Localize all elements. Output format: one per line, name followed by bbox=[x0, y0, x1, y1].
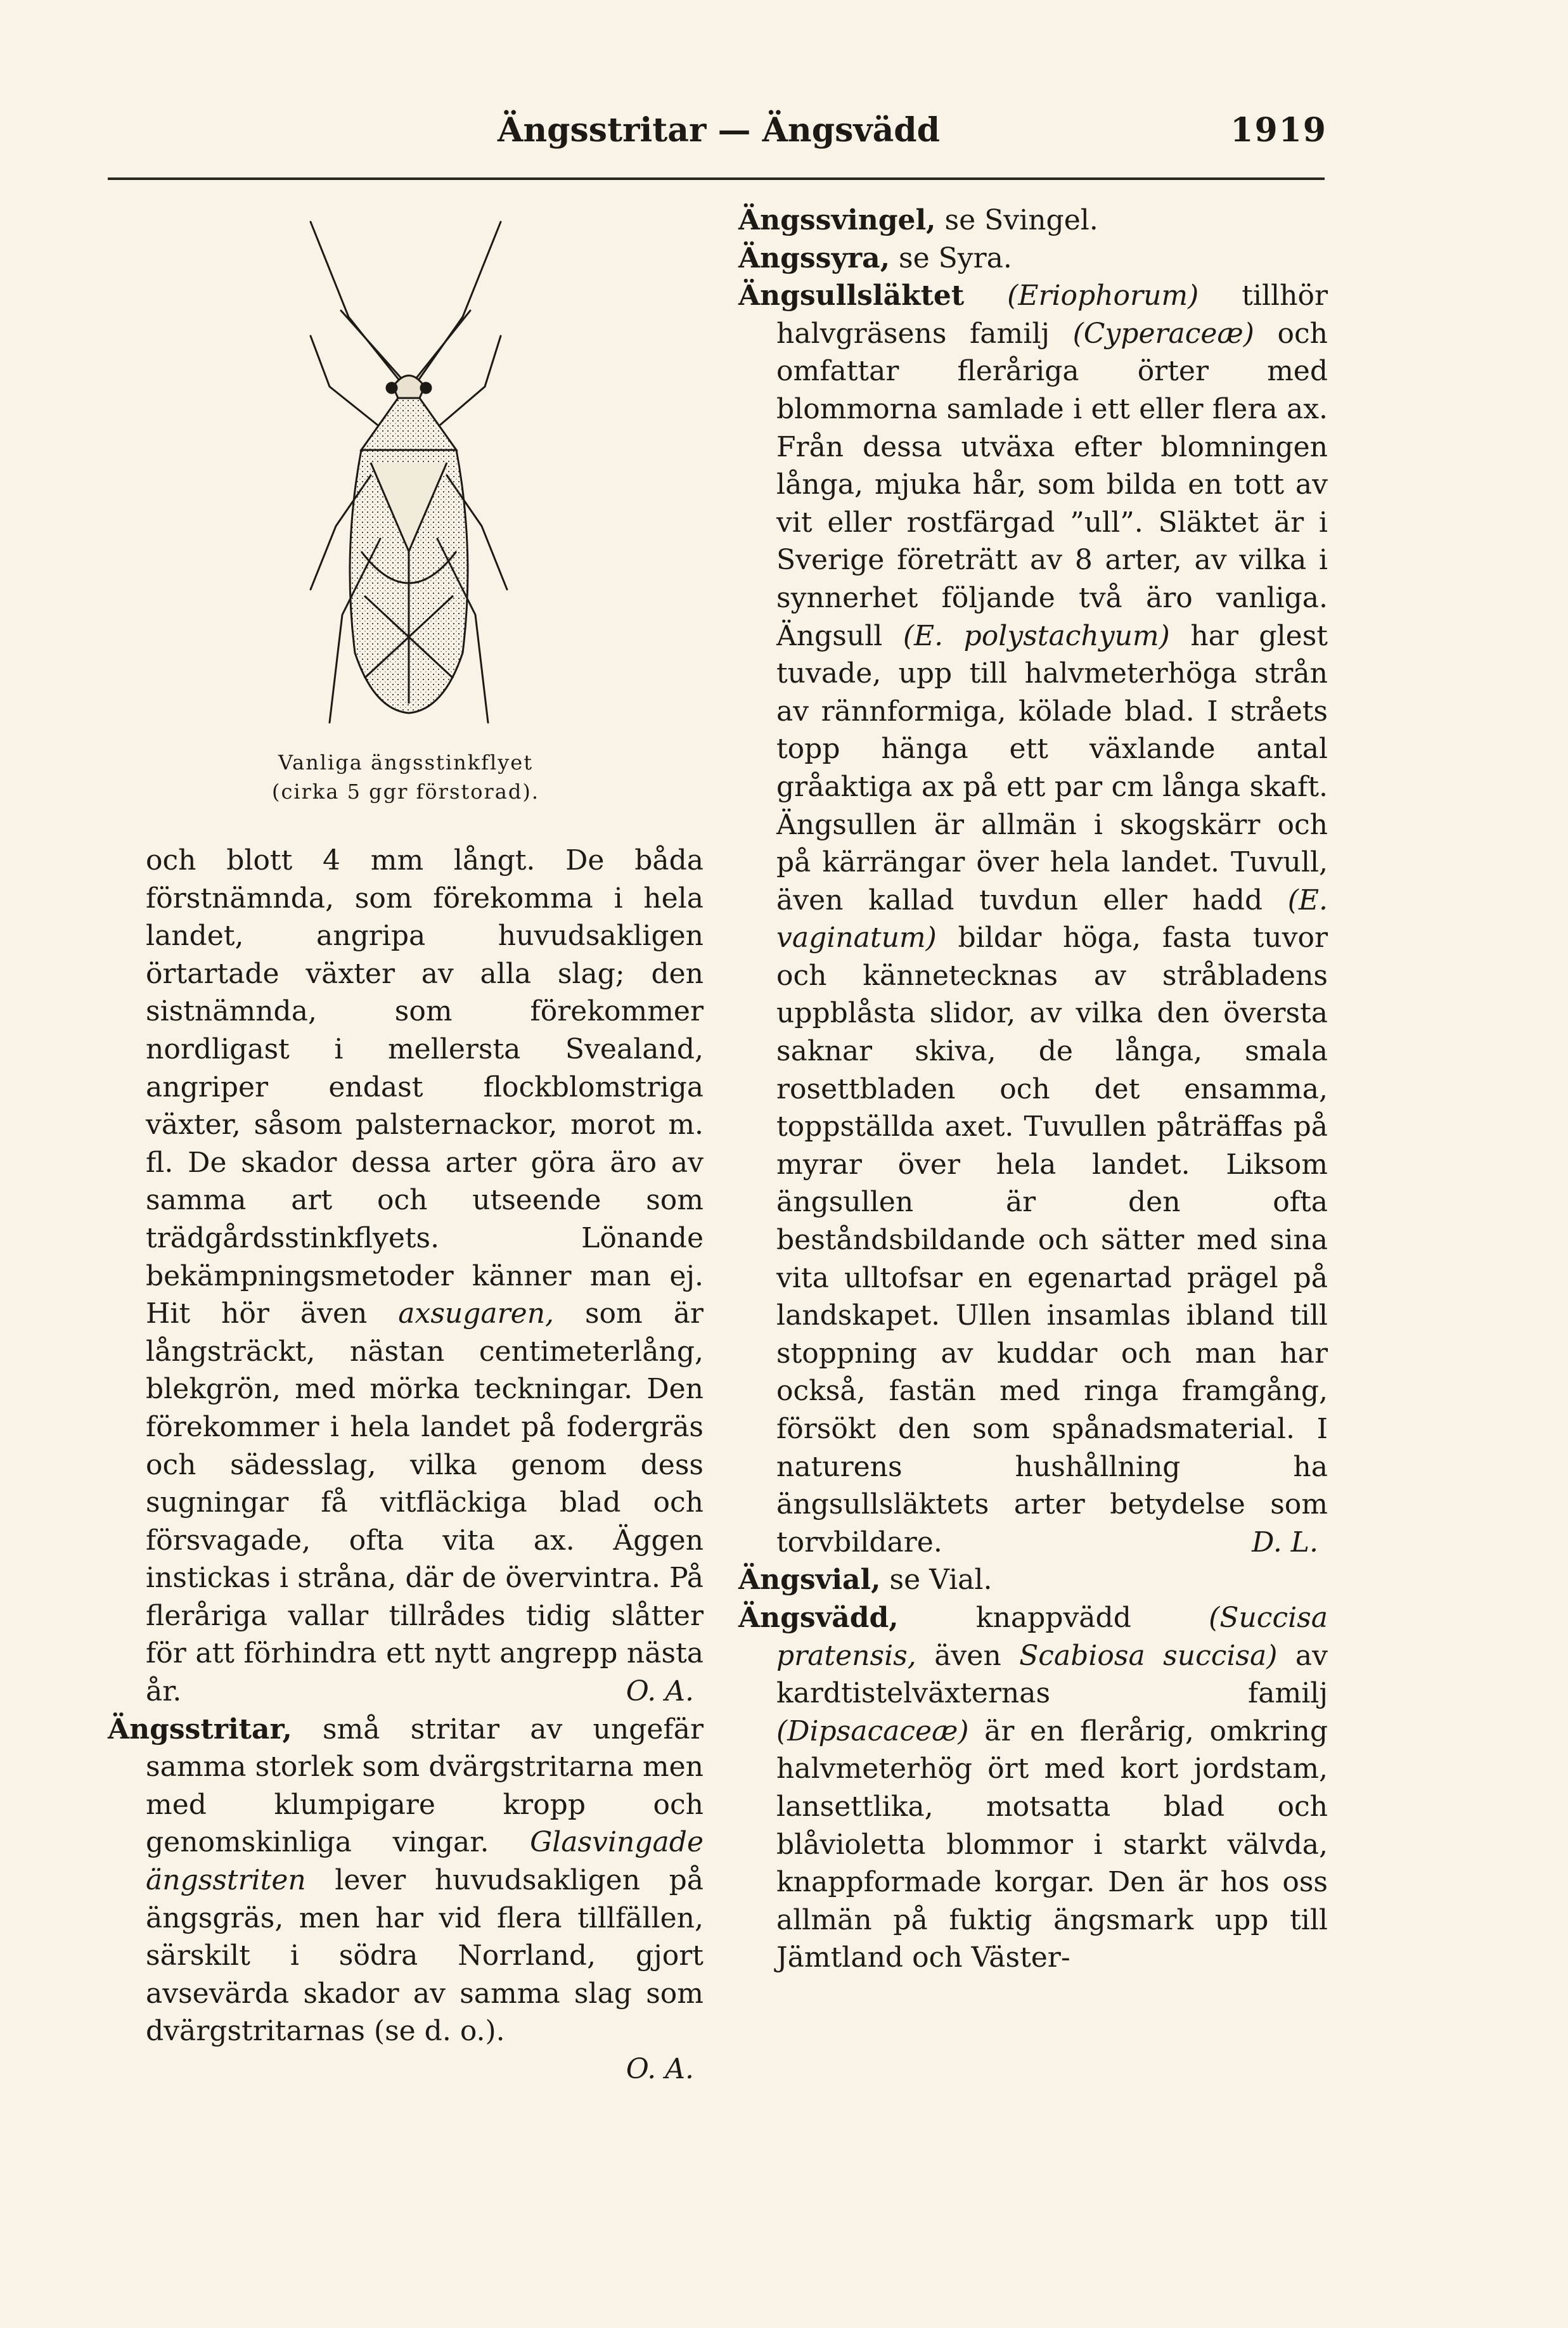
caption-line-1: Vanliga ängsstinkflyet bbox=[278, 750, 534, 775]
figure-caption bbox=[108, 748, 704, 806]
entry-angssyra: Ängssyra, se Syra. bbox=[738, 241, 1012, 274]
signature: O. A. bbox=[626, 2053, 694, 2085]
left-column bbox=[108, 842, 704, 2088]
page-number: 1919 bbox=[1230, 111, 1327, 150]
entry-angssvingel: Ängssvingel, se Svingel. bbox=[738, 204, 1098, 236]
italic-term: Glasvingade ängsstriten bbox=[146, 1826, 704, 1897]
entry-angsvial: Ängsvial, se Vial. bbox=[738, 1564, 993, 1597]
caption-line-2: (cirka 5 ggr förstorad). bbox=[271, 780, 539, 804]
header-rule bbox=[108, 177, 1325, 180]
italic-term: axsugaren, bbox=[398, 1297, 555, 1330]
entry-angsullslaktet: Ängsullsläktet (Eriophorum) tillhör halvgräsens familj (Cyperaceæ) och omfattar fleråriga örter med blommorna samlade i ett eller flera ax. Från dessa utväxa efter blomningen långa, mjuka hår, som bilda en tott av vit eller rostfärgad ”ull”. Släktet är i Sverige företrätt av 8 arter, av vilka i synnerhet följande två äro vanliga. Ängsull (E. polystachyum) har glest tuvade, upp till halvmeterhöga strån av rännformiga, kölade blad. I stråets topp hänga ett växlande antal gråaktiga ax på ett par cm långa skaft. Ängsullen är allmän i skogskärr och på kärrängar över hela landet. Tuvull, även kallad tuvdun eller hadd (E. vaginatum) bildar höga, fasta tuvor och kännetecknas av stråbladens uppblåsta slidor, av vilka den översta saknar skiva, de långa, smala rosettbladen och det ensamma, toppställda axet. Tuvullen påträffas på myrar över hela landet. Liksom ängsullen är den ofta beståndsbildande och sätter med sina vita ulltofsar en egenartad prägel på landskapet. Ullen insamlas ibland till stoppning av kuddar och man har också, fastän med ringa framgång, försökt den som spånadsmaterial. I naturens hushållning ha ängsullsläktets arter betydelse som torvbildare. D. L. bbox=[738, 280, 1328, 1559]
running-header: Ängsstritar — Ängsvädd bbox=[498, 111, 940, 150]
signature: D. L. bbox=[1252, 1526, 1318, 1559]
insect-illustration-icon bbox=[235, 196, 577, 742]
figure bbox=[108, 190, 704, 824]
signature: O. A. bbox=[626, 1675, 694, 1708]
right-column bbox=[738, 202, 1328, 1977]
entry-head: Ängsstritar, bbox=[108, 1713, 292, 1746]
paragraph-continuation: och blott 4 mm långt. De båda förstnämnda, som förekomma i hela landet, angripa huvudsakligen örtartade växter av alla slag; den sistnämnda, som förekommer nordligast i mellersta Svealand, angriper endast flockblomstriga växter, såsom palsternackor, morot m. fl. De skador dessa arter göra äro av samma art och utseende som trädgårdsstinkflyets. Lönande bekämpningsmetoder känner man ej. Hit hör även axsugaren, som är långsträckt, nästan centimeterlång, blekgrön, med mörka teckningar. Den förekommer i hela landet på fodergräs och sädesslag, vilka genom dess sugningar få vitfläckiga blad och försvagade, ofta vita ax. Äggen instickas i stråna, där de övervintra. På fleråriga vallar tillrådes tidig slåtter för att förhindra ett nytt angrepp nästa år. O. A. bbox=[146, 844, 704, 1708]
entry-angsvadd: Ängsvädd, knappvädd (Succisa pratensis, även Scabiosa succisa) av kardtistelväxternas familj (Dipsacaceæ) är en flerårig, omkring halvmeterhög ört med kort jordstam, lansettlika, motsatta blad och blåvioletta blommor i starkt välvda, knappformade korgar. Den är hos oss allmän på fuktig ängsmark upp till Jämtland och Väster- bbox=[738, 1601, 1328, 1974]
entry-angsstritar: Ängsstritar, små stritar av ungefär samma storlek som dvärgstritarna men med klumpigare kropp och genomskinliga vingar. Glasvingade ängsstriten lever huvudsakligen på ängsgräs, men har vid flera tillfällen, särskilt i södra Norrland, gjort avsevärda skador av samma slag som dvärgstritarnas (se d. o.). bbox=[108, 1713, 704, 2048]
signature-line bbox=[108, 2050, 704, 2088]
